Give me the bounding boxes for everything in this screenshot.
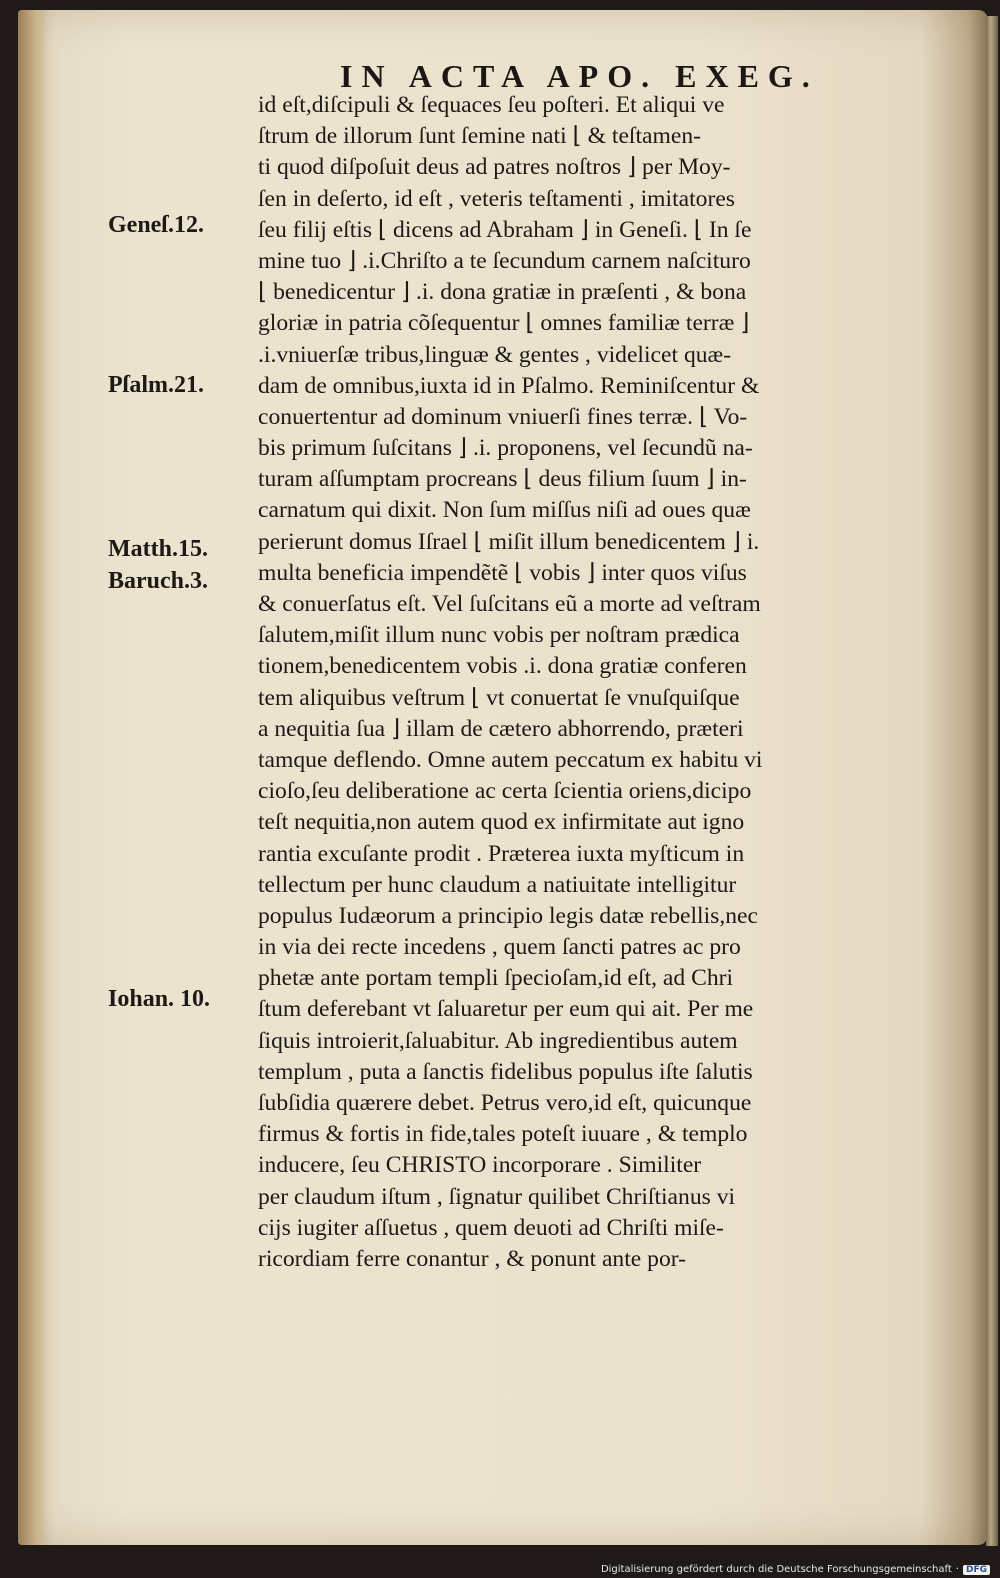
text-line: mine tuo ⌋ .i.Chriſto a te ſecundum carnem naſcituro bbox=[258, 247, 751, 274]
text-line: multa beneficia impendẽtẽ ⌊ vobis ⌋ inter quos viſus bbox=[258, 559, 747, 586]
text-line: .i.vniuerſæ tribus,linguæ & gentes , videlicet quæ- bbox=[258, 341, 732, 368]
text-line: teſt nequitia,non autem quod ex infirmitate aut igno bbox=[258, 809, 745, 836]
text-line: carnatum qui dixit. Non ſum miſſus niſi ad oues quæ bbox=[258, 497, 751, 524]
text-line: cioſo,ſeu deliberatione ac certa ſcientia oriens,dicipo bbox=[258, 778, 752, 805]
text-line: inducere, ſeu CHRISTO incorporare . Similiter bbox=[258, 1152, 702, 1179]
text-line: phetæ ante portam templi ſpecioſam,id eſt, ad Chri bbox=[258, 965, 734, 992]
text-line: a nequitia ſua ⌋ illam de cætero abhorrendo, præteri bbox=[258, 715, 744, 742]
text-line: ⌊ benedicentur ⌋ .i. dona gratiæ in præſenti , & bona bbox=[258, 279, 747, 306]
digitization-footer: Digitalisierung gefördert durch die Deutsche Forschungsgemeinschaft · DFG bbox=[601, 1564, 990, 1575]
text-line: per claudum iſtum , ſignatur quilibet Chriſtianus vi bbox=[258, 1183, 736, 1210]
text-line: dam de omnibus,iuxta id in Pſalmo. Reminiſcentur & bbox=[258, 372, 760, 399]
text-line: tellectum per hunc claudum a natiuitate intelligitur bbox=[258, 871, 737, 898]
margin-note-baruch: Baruch.3. bbox=[108, 568, 209, 594]
text-line: ricordiam ferre conantur , & ponunt ante por- bbox=[258, 1245, 686, 1272]
text-line: ſtrum de illorum ſunt ſemine nati ⌊ & teſtamen- bbox=[258, 123, 701, 150]
text-line: cijs iugiter aſſuetus , quem deuoti ad Chriſti miſe- bbox=[258, 1214, 724, 1241]
text-line: & conuerſatus eſt. Vel ſuſcitans eũ a morte ad veſtram bbox=[258, 591, 761, 617]
text-line: in via dei recte incedens , quem ſancti patres ac pro bbox=[258, 934, 741, 961]
running-header: IN ACTA APO. EXEG. bbox=[340, 58, 819, 94]
text-line: id eſt,diſcipuli & ſequaces ſeu poſteri. Et aliqui ve bbox=[258, 92, 725, 118]
text-line: ſiquis introierit,ſaluabitur. Ab ingredientibus autem bbox=[258, 1027, 738, 1054]
text-line: bis primum ſuſcitans ⌋ .i. proponens, vel ſecundũ na- bbox=[258, 435, 753, 462]
page-edge bbox=[986, 16, 998, 1546]
text-line: ſtum deferebant vt ſaluaretur per eum qui ait. Per me bbox=[258, 996, 754, 1023]
body-text bbox=[258, 90, 926, 1275]
footer-credit: Digitalisierung gefördert durch die Deutsche Forschungsgemeinschaft bbox=[600, 1564, 952, 1575]
text-line: templum , puta a ſanctis fidelibus populus iſte ſalutis bbox=[258, 1058, 753, 1085]
text-line: tem aliquibus veſtrum ⌊ vt conuertat ſe vnuſquiſque bbox=[258, 684, 740, 711]
text-line: conuertentur ad dominum vniuerſi fines terræ. ⌊ Vo- bbox=[258, 403, 748, 430]
margin-note-matthew: Matth.15. bbox=[108, 536, 208, 562]
text-line: rantia excuſante prodit . Præterea iuxta myſticum in bbox=[258, 840, 745, 867]
text-line: turam aſſumptam procreans ⌊ deus filium ſuum ⌋ in- bbox=[258, 466, 747, 493]
text-line: populus Iudæorum a principio legis datæ rebellis,nec bbox=[258, 902, 758, 929]
text-line: ſubſidia quærere debet. Petrus vero,id eſt, quicunque bbox=[258, 1090, 752, 1116]
spine-shadow bbox=[18, 10, 48, 1545]
text-line: tamque deflendo. Omne autem peccatum ex habitu vi bbox=[258, 746, 763, 773]
text-line: gloriæ in patria cõſequentur ⌊ omnes familiæ terræ ⌋ bbox=[258, 310, 750, 337]
text-line: ſalutem,miſit illum nunc vobis per noſtram prædica bbox=[258, 622, 740, 649]
dfg-logo: DFG bbox=[963, 1565, 990, 1575]
text-line: firmus & fortis in fide,tales poteſt iuuare , & templo bbox=[258, 1121, 748, 1148]
margin-note-genesis: Geneſ.12. bbox=[108, 212, 204, 238]
text-line: tionem,benedicentem vobis .i. dona gratiæ conferen bbox=[258, 653, 747, 680]
margin-note-psalm: Pſalm.21. bbox=[108, 372, 204, 398]
text-line: ſeu filij eſtis ⌊ dicens ad Abraham ⌋ in Geneſi. ⌊ In ſe bbox=[258, 216, 752, 243]
text-line: ti quod diſpoſuit deus ad patres noſtros ⌋ per Moy- bbox=[258, 154, 731, 181]
margin-note-john: Iohan. 10. bbox=[108, 986, 211, 1012]
text-line: ſen in deſerto, id eſt , veteris teſtamenti , imitatores bbox=[258, 185, 735, 212]
text-line: perierunt domus Iſrael ⌊ miſit illum benedicentem ⌋ i. bbox=[258, 528, 760, 555]
